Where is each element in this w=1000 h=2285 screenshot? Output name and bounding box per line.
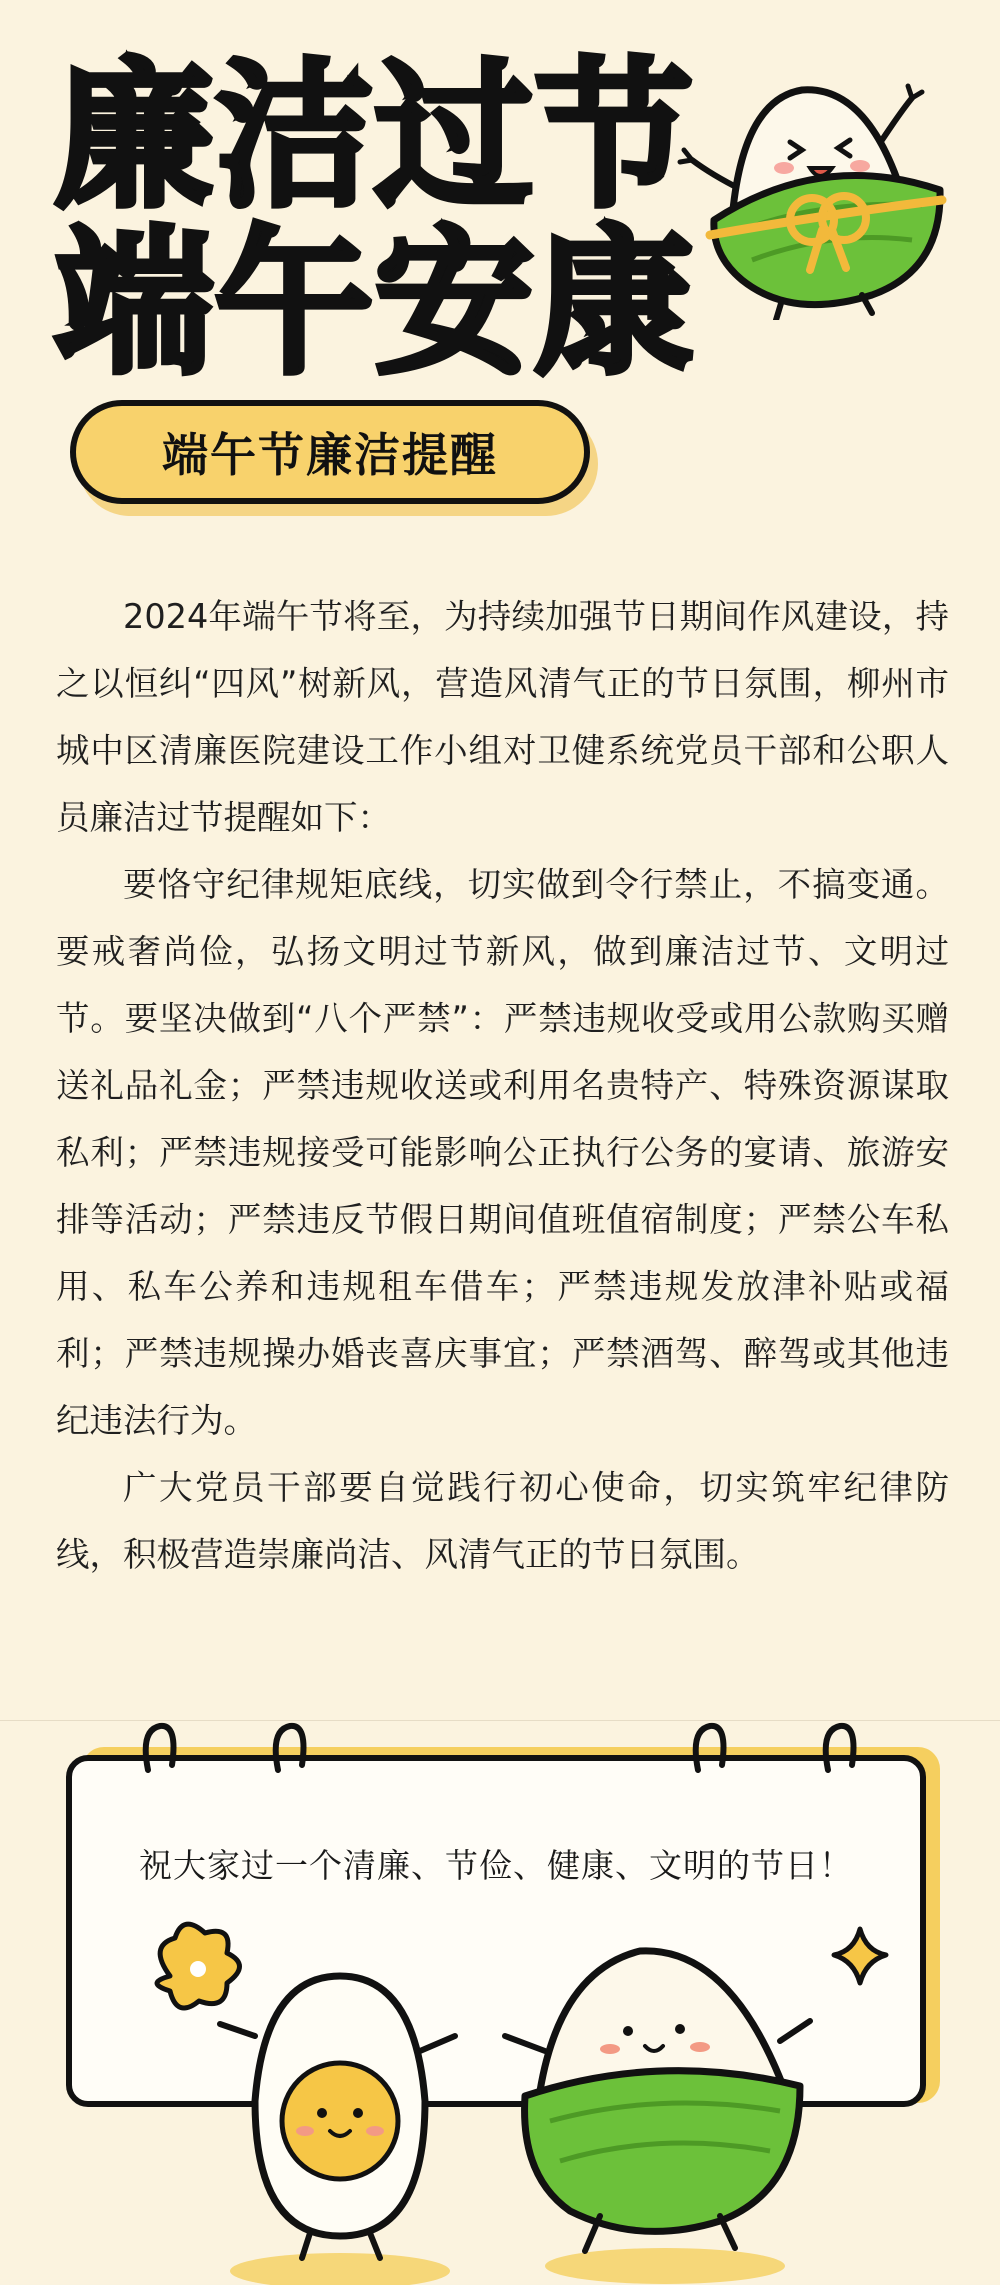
egg-mascot-icon bbox=[220, 1976, 455, 2258]
reminder-badge bbox=[70, 400, 590, 504]
paragraph-intro: 2024年端午节将至，为持续加强节日期间作风建设，持之以恒纠“四风”树新风，营造风清气正的节日氛围，柳州市城中区清廉医院建设工作小组对卫健系统党员干部和公职人员廉洁过节提醒如下： bbox=[56, 597, 949, 837]
title-line-2: 端午安康 bbox=[55, 212, 695, 396]
zongzi-mascot-icon bbox=[672, 80, 972, 320]
festival-wish: 祝大家过一个清廉、节俭、健康、文明的节日！ bbox=[139, 1846, 853, 1885]
bottom-illustration bbox=[0, 1721, 1000, 2285]
zongzi-mascot-icon bbox=[505, 1951, 810, 2251]
paragraph-rules: 要恪守纪律规矩底线，切实做到令行禁止，不搞变通。要戒奢尚俭，弘扬文明过节新风，做到廉洁过节、文明过节。要坚决做到“八个严禁”：严禁违规收受或用公款购买赠送礼品礼金；严禁违规收送或利用名贵特产、特殊资源谋取私利；严禁违规接受可能影响公正执行公务的宴请、旅游安排等活动；严禁违反节假日期间值班值宿制度；严禁公车私用、私车公养和违规租车借车；严禁违规发放津补贴或福利；严禁违规操办婚丧喜庆事宜；严禁酒驾、醉驾或其他违纪违法行为。 bbox=[56, 865, 949, 1440]
title-line-1: 廉洁过节 bbox=[55, 45, 695, 229]
paragraph-closing: 广大党员干部要自觉践行初心使命，切实筑牢纪律防线，积极营造崇廉尚洁、风清气正的节日氛围。 bbox=[56, 1468, 949, 1574]
reminder-badge-label: 端午节廉洁提醒 bbox=[162, 428, 498, 482]
flower-icon bbox=[157, 1924, 240, 2008]
notice-body bbox=[56, 583, 949, 1588]
sparkle-icon bbox=[834, 1929, 886, 1983]
